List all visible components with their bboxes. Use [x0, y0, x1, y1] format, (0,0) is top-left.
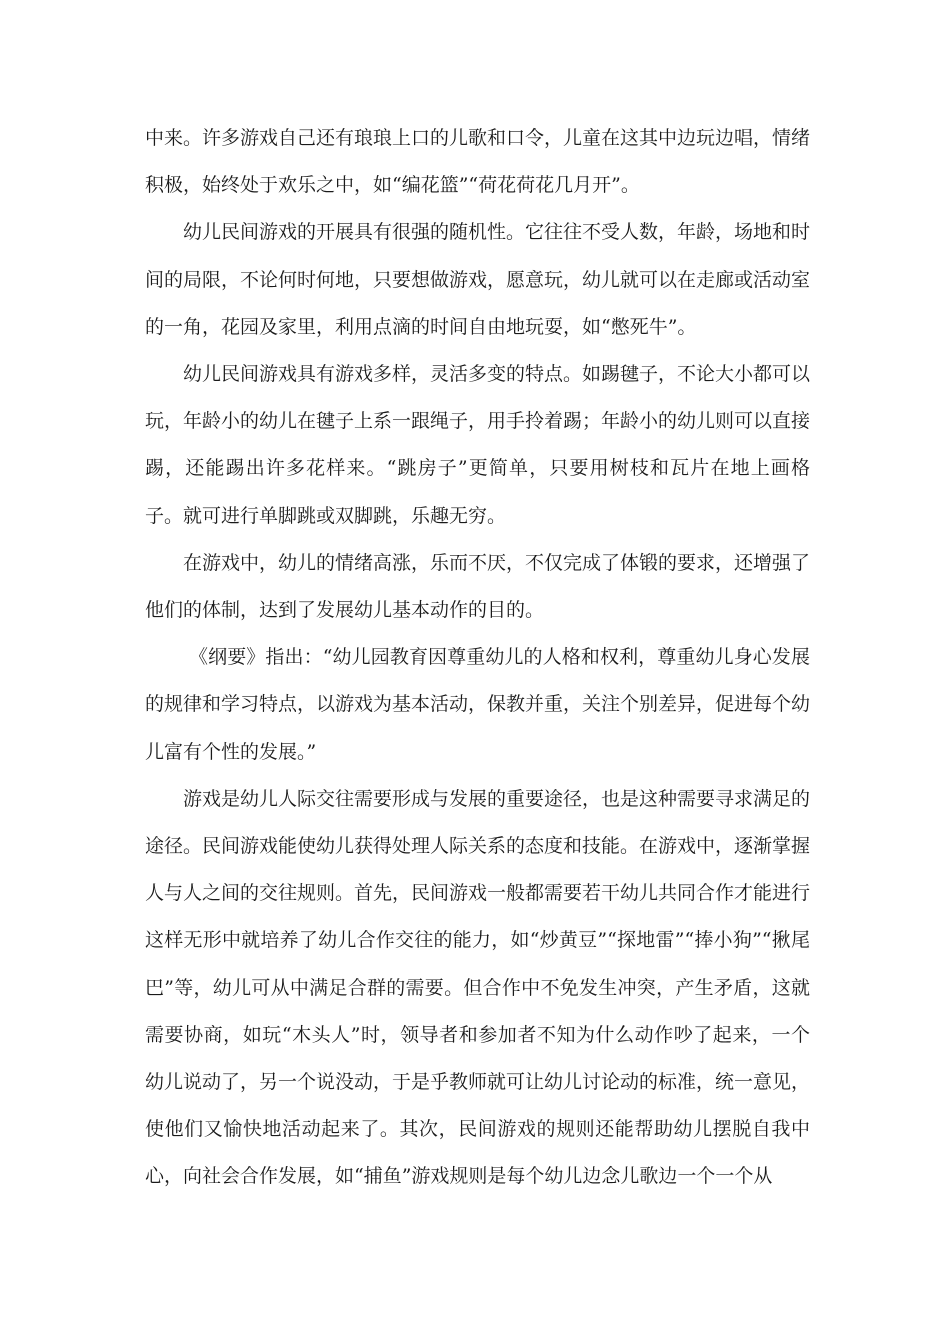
- paragraph-variety: 幼儿民间游戏具有游戏多样，灵活多变的特点。如踢毽子，不论大小都可以玩，年龄小的幼儿在毽子上系一跟绳子，用手拎着踢；年龄小的幼儿则可以直接踢，还能踢出许多花样来。“跳房子”更简单，只要用树枝和瓦片在地上画格子。就可进行单脚跳或双脚跳，乐趣无穷。: [145, 363, 811, 527]
- paragraph-social-interaction: 游戏是幼儿人际交往需要形成与发展的重要途径，也是这种需要寻求满足的途径。民间游戏能使幼儿获得处理人际关系的态度和技能。在游戏中，逐渐掌握人与人之间的交往规则。首先，民间游戏一般都需要若干幼儿共同合作才能进行这样无形中就培养了幼儿合作交往的能力，如“炒黄豆”“探地雷”“捧小狗”“揪尾巴”等，幼儿可从中满足合群的需要。但合作中不免发生冲突，产生矛盾，这就需要协商，如玩“木头人”时，领导者和参加者不知为什么动作吵了起来，一个幼儿说动了，另一个说没动，于是乎教师就可让幼儿讨论动的标准，统一意见，使他们又愉快地活动起来了。其次，民间游戏的规则还能帮助幼儿摆脱自我中心，向社会合作发展，如“捕鱼”游戏规则是每个幼儿边念儿歌边一个一个从: [145, 787, 811, 1188]
- paragraph-randomness: 幼儿民间游戏的开展具有很强的随机性。它往往不受人数，年龄，场地和时间的局限，不论何时何地，只要想做游戏，愿意玩，幼儿就可以在走廊或活动室的一角，花园及家里，利用点滴的时间自由地玩耍，如“憋死牛”。: [145, 221, 811, 338]
- paragraph-continuation: 中来。许多游戏自己还有琅琅上口的儿歌和口令，儿童在这其中边玩边唱，情绪积极，始终处于欢乐之中，如“编花篮”“荷花荷花几月开”。: [145, 127, 811, 197]
- paragraph-emotion: 在游戏中，幼儿的情绪高涨，乐而不厌，不仅完成了体锻的要求，还增强了他们的体制，达到了发展幼儿基本动作的目的。: [145, 551, 811, 622]
- paragraph-guideline-quote: 《纲要》指出：“幼儿园教育因尊重幼儿的人格和权利，尊重幼儿身心发展的规律和学习特点，以游戏为基本活动，保教并重，关注个别差异，促进每个幼儿富有个性的发展。”: [145, 646, 811, 763]
- body-text: [145, 115, 810, 1201]
